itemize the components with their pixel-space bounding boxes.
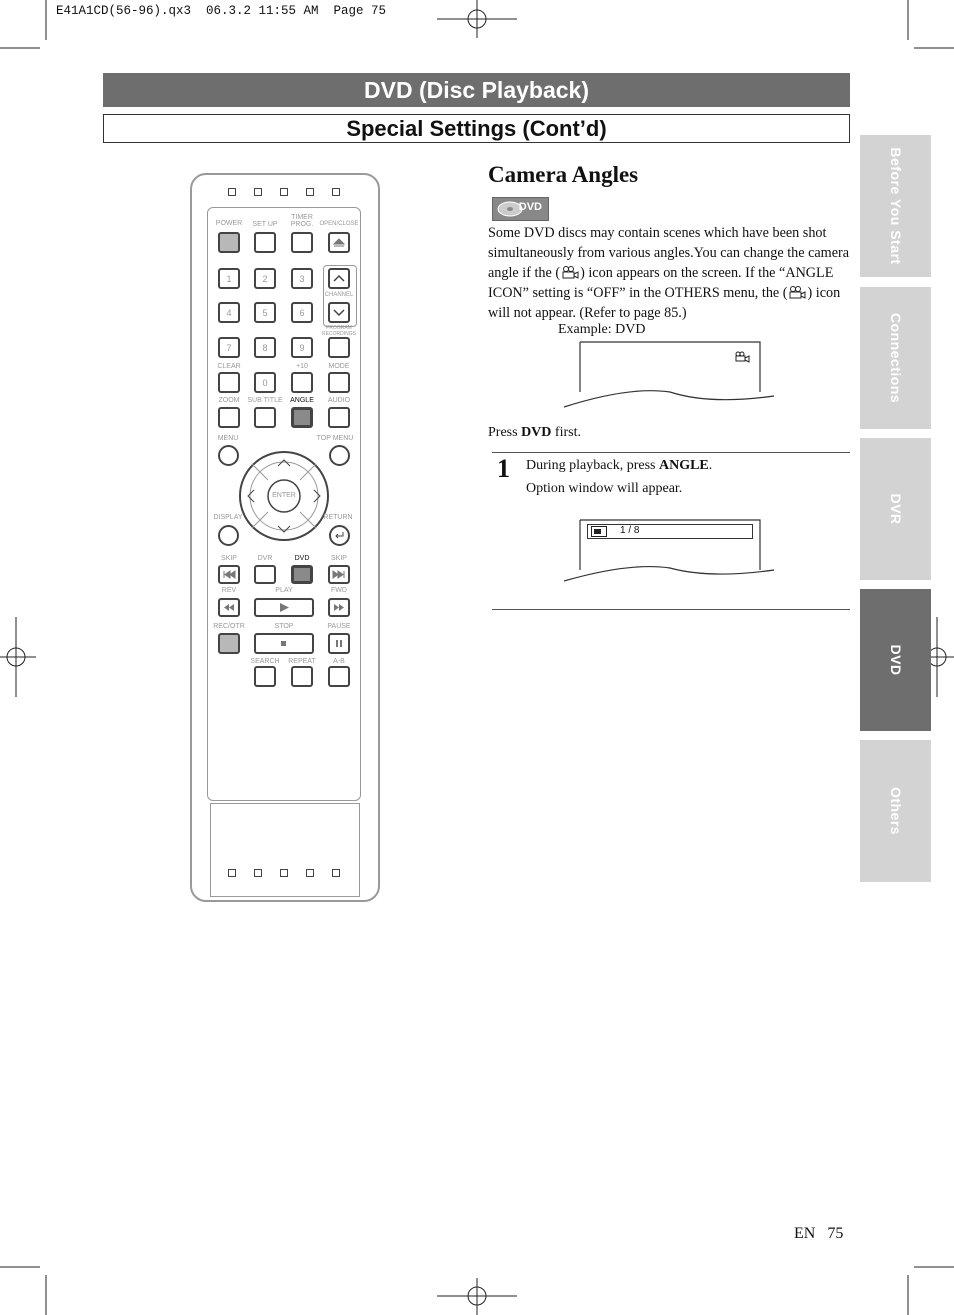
intro-text-1: Some DVD discs may contain scenes which have been shot simultaneously from various angles.You can change the camera angle if the ( <box>488 225 850 281</box>
plus10-button[interactable] <box>291 372 313 393</box>
led <box>254 869 262 877</box>
channel-label: CHANNEL <box>324 292 354 298</box>
option-window <box>587 524 753 539</box>
top-menu-label: TOP MENU <box>316 435 354 442</box>
play-button[interactable] <box>254 598 314 617</box>
top-menu-button[interactable] <box>329 445 350 466</box>
led <box>228 188 236 196</box>
return-button[interactable] <box>329 525 350 546</box>
tab-label: Others <box>887 786 904 836</box>
dvr-button[interactable] <box>254 565 276 584</box>
power-button[interactable] <box>218 232 240 253</box>
recordings-label: RECORDINGS <box>322 331 356 337</box>
angle-value: 1 / 8 <box>620 525 640 536</box>
camera-angle-icon <box>787 285 807 299</box>
page-number-value: 75 <box>827 1225 844 1242</box>
chapter-title: DVD (Disc Playback) <box>103 73 850 107</box>
fast-forward-icon <box>330 600 348 615</box>
stop-button[interactable] <box>254 633 314 654</box>
subtitle-button[interactable] <box>254 407 276 428</box>
example-label: Example: DVD <box>558 322 646 337</box>
dvr-label: DVR <box>257 555 273 562</box>
zoom-label: ZOOM <box>218 397 240 404</box>
tab-before-you-start[interactable] <box>860 135 931 277</box>
ab-label: A-B <box>333 658 345 665</box>
play-label: PLAY <box>275 587 293 594</box>
skip-back-icon <box>220 567 238 582</box>
pause-label: PAUSE <box>327 623 351 630</box>
pause-button[interactable] <box>328 633 350 654</box>
remote-lower-panel <box>210 803 360 897</box>
mode-button[interactable] <box>328 372 350 393</box>
digit-label: 4 <box>226 308 232 318</box>
channel-down-button[interactable] <box>328 302 350 323</box>
menu-label: MENU <box>217 435 239 442</box>
fwd-button[interactable] <box>328 598 350 617</box>
tab-connections[interactable] <box>860 287 931 429</box>
dvd-badge-label: DVD <box>518 201 542 213</box>
dvd-button[interactable] <box>291 565 313 584</box>
prog-label: PROG. <box>290 221 314 228</box>
step-result: Option window will appear. <box>526 481 683 496</box>
led <box>280 188 288 196</box>
open-close-button[interactable] <box>328 232 350 253</box>
display-label: DISPLAY <box>213 514 243 521</box>
repeat-button[interactable] <box>291 666 313 687</box>
tab-dvr[interactable] <box>860 438 931 580</box>
search-label: SEARCH <box>250 658 280 665</box>
divider <box>492 609 850 610</box>
digit-label: 0 <box>262 378 268 388</box>
dvd-label: DVD <box>294 555 310 562</box>
audio-button[interactable] <box>328 407 350 428</box>
step-suffix: . <box>708 458 713 473</box>
divider <box>492 452 850 453</box>
skip-right-label: SKIP <box>331 555 347 562</box>
step-prefix: During playback, press <box>526 458 659 473</box>
stop-icon <box>256 635 312 652</box>
ab-button[interactable] <box>328 666 350 687</box>
clear-button[interactable] <box>218 372 240 393</box>
timer-label: TIMER <box>291 214 313 221</box>
skip-forward-icon <box>330 567 348 582</box>
pause-icon <box>330 635 348 652</box>
program-label: PROGRAM <box>326 325 352 331</box>
led <box>332 869 340 877</box>
rev-button[interactable] <box>218 598 240 617</box>
tab-dvd[interactable] <box>860 589 931 731</box>
file-header: E41A1CD(56-96).qx3 06.3.2 11:55 AM Page 75 <box>56 4 387 18</box>
intro-paragraph <box>488 223 850 323</box>
step-instruction <box>526 458 712 474</box>
digit-label: 9 <box>299 343 305 353</box>
menu-button[interactable] <box>218 445 239 466</box>
intro-text-3: ) icon will not appear. (Refer to page 85.) <box>488 285 841 321</box>
dvd-disc-badge <box>492 197 549 221</box>
rev-label: REV <box>221 587 237 594</box>
led <box>306 869 314 877</box>
enter-label: ENTER <box>272 492 296 499</box>
fwd-label: FWD <box>331 587 347 594</box>
power-label: POWER <box>215 220 243 227</box>
chevron-up-icon <box>330 270 348 287</box>
press-instruction <box>488 425 581 441</box>
angle-button[interactable] <box>291 407 313 428</box>
led <box>228 869 236 877</box>
led <box>280 869 288 877</box>
display-button[interactable] <box>218 525 239 546</box>
digit-label: 2 <box>262 274 268 284</box>
camera-angle-icon <box>560 265 580 279</box>
repeat-label: REPEAT <box>288 658 316 665</box>
open-close-label: OPEN/CLOSE <box>319 221 359 227</box>
return-icon <box>331 527 348 544</box>
clear-label: CLEAR <box>217 363 241 370</box>
digit-label: 1 <box>226 274 232 284</box>
chevron-down-icon <box>330 304 348 321</box>
section-title: Camera Angles <box>488 162 639 187</box>
audio-label: AUDIO <box>327 397 351 404</box>
skip-forward-button[interactable] <box>328 565 350 584</box>
angle-label: ANGLE <box>290 397 314 404</box>
led <box>254 188 262 196</box>
return-label: RETURN <box>323 514 353 521</box>
setup-button[interactable] <box>254 232 276 253</box>
play-icon <box>256 600 312 615</box>
step-key: ANGLE <box>658 458 709 473</box>
led <box>332 188 340 196</box>
press-prefix: Press <box>488 425 522 440</box>
tab-label: Connections <box>887 312 904 404</box>
digit-label: 7 <box>226 343 232 353</box>
angle-option-icon <box>591 526 607 537</box>
stop-label: STOP <box>274 623 294 630</box>
rec-otr-button[interactable] <box>218 633 240 654</box>
rewind-icon <box>220 600 238 615</box>
plus10-label: +10 <box>296 363 308 370</box>
intro-text-2: ) icon appears on the screen. If the “ANGLE ICON” setting is “OFF” in the OTHERS menu, the ( <box>488 265 834 301</box>
zoom-button[interactable] <box>218 407 240 428</box>
skip-left-label: SKIP <box>221 555 237 562</box>
mode-label: MODE <box>328 363 350 370</box>
digit-label: 5 <box>262 308 268 318</box>
channel-up-button[interactable] <box>328 268 350 289</box>
skip-back-button[interactable] <box>218 565 240 584</box>
digit-label: 3 <box>299 274 305 284</box>
eject-icon <box>330 234 348 251</box>
press-key: DVD <box>521 425 552 440</box>
tab-label: Before You Start <box>887 147 904 265</box>
press-suffix: first. <box>551 425 581 440</box>
tab-label: DVR <box>887 493 904 525</box>
rec-otr-label: REC/OTR <box>213 623 245 630</box>
digit-label: 8 <box>262 343 268 353</box>
subtitle-label: SUB TITLE <box>247 397 283 404</box>
search-button[interactable] <box>254 666 276 687</box>
tv-screen-example <box>560 340 780 412</box>
led <box>306 188 314 196</box>
page-number <box>794 1225 843 1243</box>
program-recordings-button[interactable] <box>328 337 350 358</box>
section-subtitle: Special Settings (Cont’d) <box>103 114 850 143</box>
setup-label: SET UP <box>252 221 278 228</box>
tab-label: DVD <box>887 644 904 676</box>
language-code: EN <box>794 1225 816 1242</box>
camera-angle-icon <box>736 352 749 362</box>
digit-label: 6 <box>299 308 305 318</box>
step-number: 1 <box>497 454 510 483</box>
tab-others[interactable] <box>860 740 931 882</box>
timer-prog-button[interactable] <box>291 232 313 253</box>
